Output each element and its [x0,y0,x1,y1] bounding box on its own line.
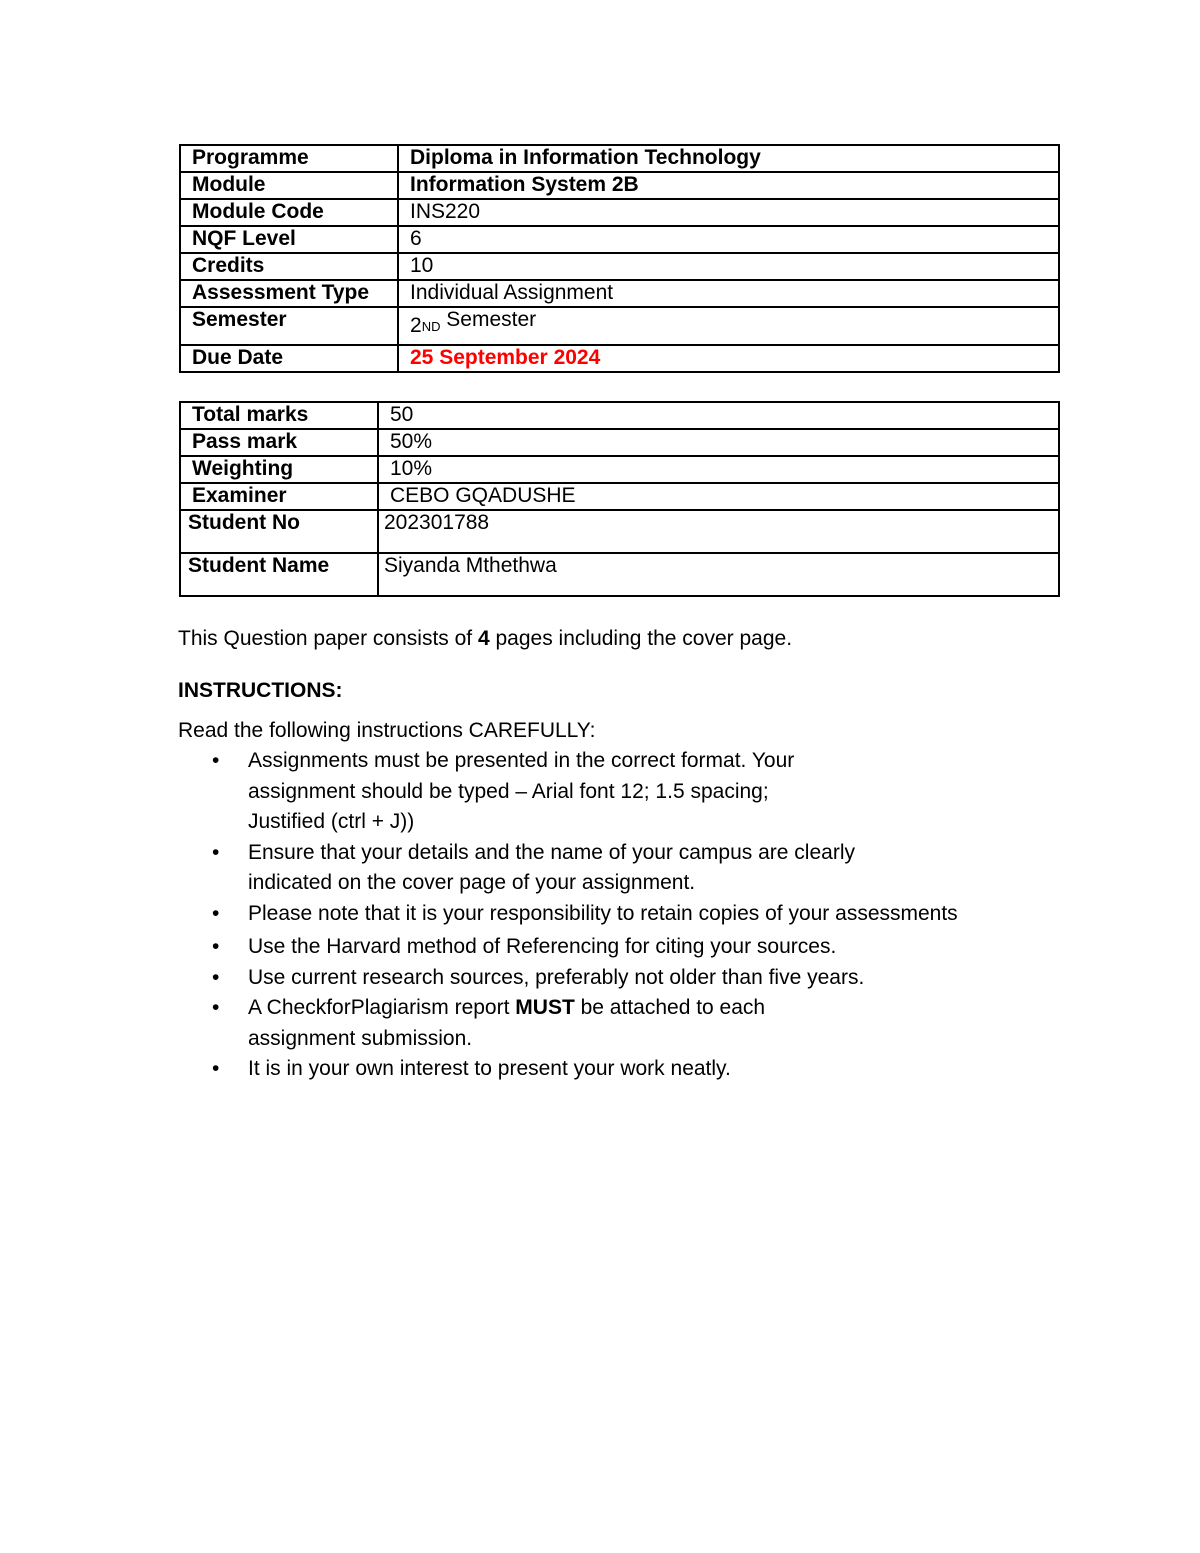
bullet-icon: • [212,1057,220,1080]
assessment-type-value: Individual Assignment [398,280,1059,307]
instruction-text: indicated on the cover page of your assignment. [248,871,696,894]
instruction-text: Please note that it is your responsibility to retain copies of your assessments [248,901,958,925]
table-row [180,510,1059,553]
instruction-text: Use current research sources, preferably not older than five years. [248,965,865,989]
bullet-icon: • [212,935,220,958]
total-marks-label: Total marks [180,402,378,429]
bullet-icon: • [212,965,220,989]
marks-details-table [179,401,1060,597]
instructions-list [178,746,1058,1085]
examiner-label: Examiner [180,483,378,510]
programme-label: Programme [180,145,398,172]
instruction-text: Assignments must be presented in the correct format. Your [248,749,795,772]
student-no-label: Student No [180,510,378,553]
table-row [180,199,1059,226]
instruction-text: A CheckforPlagiarism report [248,996,516,1019]
list-item [178,932,1058,963]
table-row [180,307,1059,345]
due-date-label: Due Date [180,345,398,372]
pages-note [178,624,792,654]
total-marks-value: 50 [378,402,1059,429]
table-row [180,145,1059,172]
weighting-label: Weighting [180,456,378,483]
table-row [180,280,1059,307]
instruction-text: It is in your own interest to present your work neatly. [248,1057,731,1080]
table-row [180,483,1059,510]
table-row [180,429,1059,456]
examiner-value: CEBO GQADUSHE [378,483,1059,510]
instruction-emphasis: MUST [515,996,575,1019]
list-item [178,993,1058,1054]
instruction-text: Ensure that your details and the name of your campus are clearly [248,840,855,864]
list-item [178,746,1058,838]
list-item [178,838,1058,899]
pages-note-before: This Question paper consists of [178,627,478,650]
table-row [180,253,1059,280]
bullet-icon: • [212,996,220,1019]
semester-label: Semester [180,307,398,345]
pass-mark-value: 50% [378,429,1059,456]
pages-note-count: 4 [477,627,490,650]
module-code-value: INS220 [398,199,1059,226]
table-row [180,402,1059,429]
pages-note-after: pages including the cover page. [489,627,793,650]
due-date-value: 25 September 2024 [398,345,1059,372]
list-item [178,899,1058,930]
instruction-text: assignment should be typed – Arial font 12; 1.5 spacing; [248,779,769,803]
bullet-icon: • [212,901,220,925]
student-name-value: Siyanda Mthethwa [378,553,1059,596]
table-row [180,226,1059,253]
instruction-text: assignment submission. [248,1026,473,1050]
pass-mark-label: Pass mark [180,429,378,456]
semester-number: 2 [410,314,422,337]
semester-ordinal: ND [421,319,441,334]
module-value: Information System 2B [398,172,1059,199]
assessment-type-label: Assessment Type [180,280,398,307]
credits-label: Credits [180,253,398,280]
list-item [178,1054,1058,1085]
instruction-text: Use the Harvard method of Referencing for citing your sources. [248,935,837,958]
nqf-level-label: NQF Level [180,226,398,253]
semester-word: Semester [440,308,537,331]
nqf-level-value: 6 [398,226,1059,253]
programme-value: Diploma in Information Technology [398,145,1059,172]
table-row [180,456,1059,483]
instruction-text: be attached to each [574,996,766,1019]
assessment-details-table [179,144,1060,373]
table-row [180,345,1059,372]
table-row [180,553,1059,596]
bullet-icon: • [212,840,220,864]
instructions-intro: Read the following instructions CAREFULLY: [178,719,596,742]
credits-value: 10 [398,253,1059,280]
semester-value [398,307,1059,345]
list-item [178,963,1058,994]
bullet-icon: • [212,749,220,772]
student-name-label: Student Name [180,553,378,596]
student-no-value: 202301788 [378,510,1059,553]
instruction-text: Justified (ctrl + J)) [248,810,415,833]
table-row [180,172,1059,199]
instructions-heading: INSTRUCTIONS: [178,679,343,702]
module-code-label: Module Code [180,199,398,226]
module-label: Module [180,172,398,199]
weighting-value: 10% [378,456,1059,483]
